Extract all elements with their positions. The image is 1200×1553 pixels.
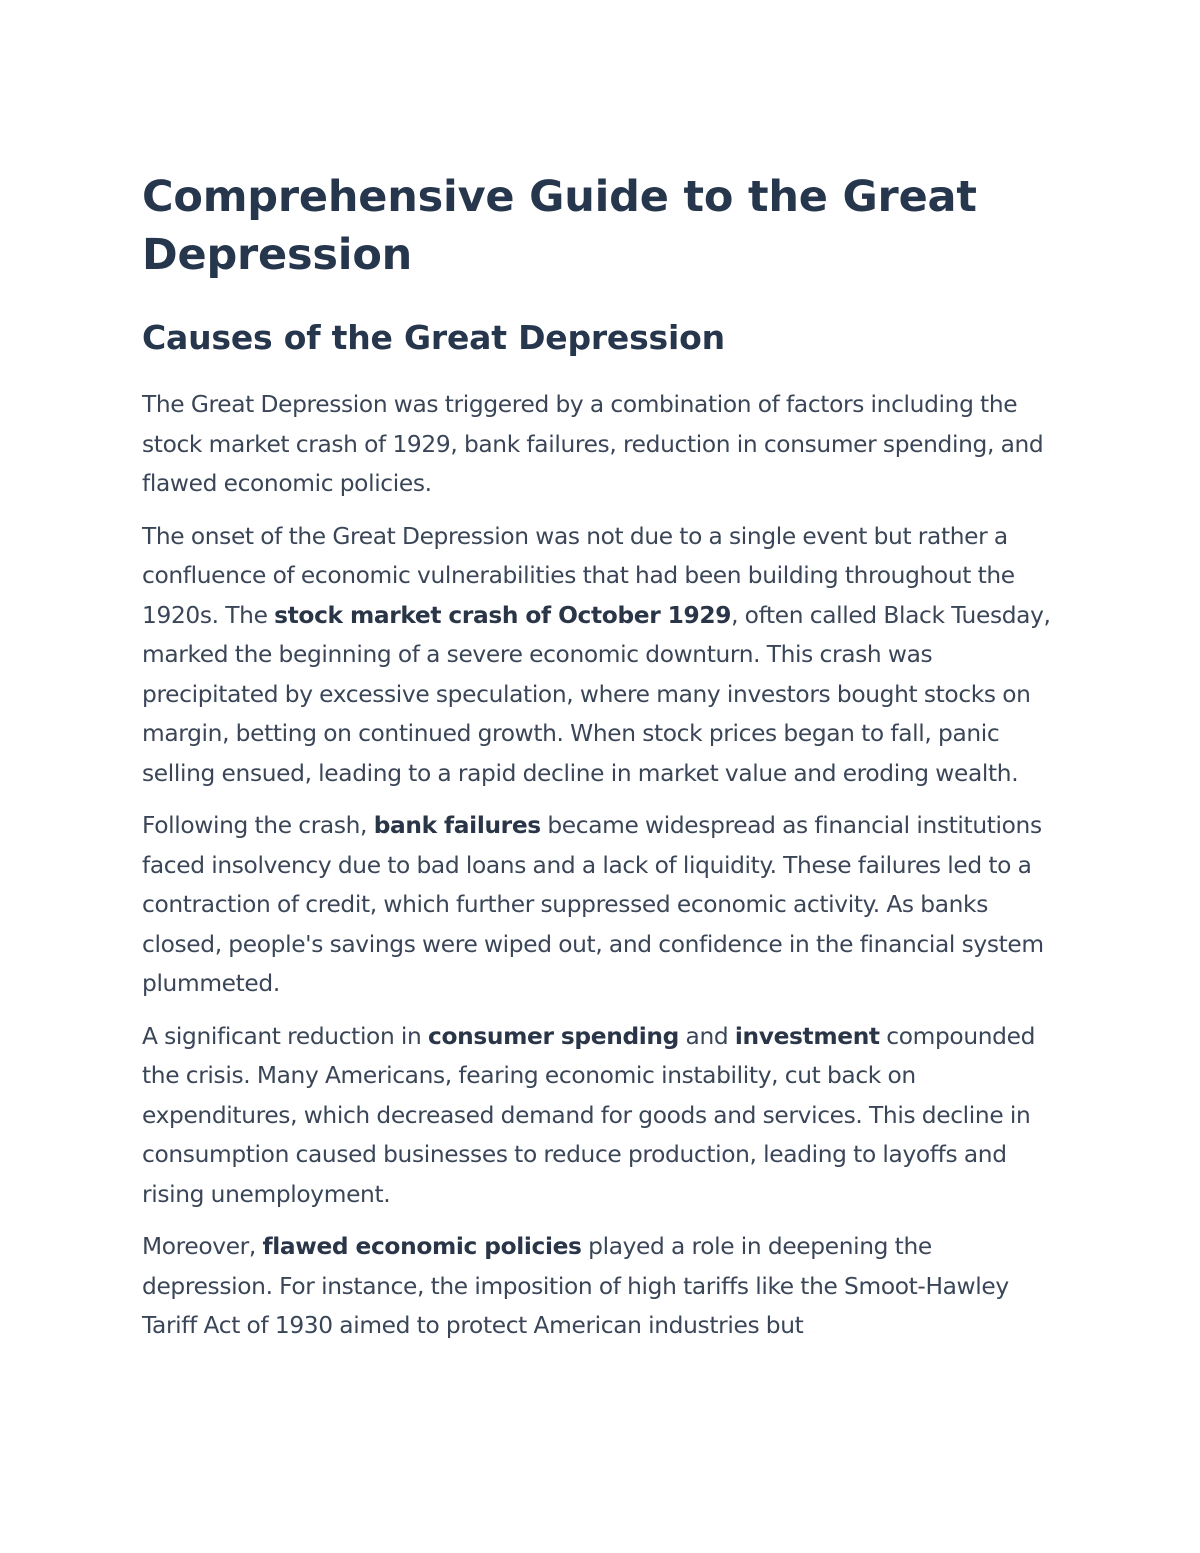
bold-term: stock market crash of October 1929 — [274, 601, 732, 629]
paragraph-text: played a role in deepening the depression. For instance, the imposition of high tariffs like the Smoot-Hawley Tariff Act of 1930 aimed to protect American industries but — [142, 1233, 1009, 1339]
paragraph-text: The Great Depression was triggered by a combination of factors including the stock market crash of 1929, bank failures, reduction in consumer spending, and flawed economic policies. — [142, 391, 1044, 497]
paragraph-text: The onset of the Great Depression was not due to a single event but rather a confluence of economic vulnerabilities that had been building throughout the 1920s. The — [142, 522, 1015, 629]
paragraph-consumer-spending — [142, 1017, 1062, 1215]
paragraph-text: compounded the crisis. Many Americans, fearing economic instability, cut back on expenditures, which decreased demand for goods and services. This decline in consumption caused businesses to reduce production, leading to layoffs and rising unemployment. — [142, 1022, 1036, 1208]
paragraph-text: Moreover, — [142, 1233, 263, 1260]
bold-term: consumer spending — [428, 1022, 679, 1050]
paragraph-text: became widespread as financial institutions faced insolvency due to bad loans and a lack of liquidity. These failures led to a contraction of credit, which further suppressed economic activity. As banks closed, people's savings were wiped out, and confidence in the financial system plummeted. — [142, 812, 1044, 997]
paragraph-bank-failures — [142, 806, 1062, 1004]
section-heading: Causes of the Great Depression — [142, 318, 725, 357]
paragraph-stock-market-crash — [142, 517, 1062, 794]
paragraph-summary — [142, 385, 1062, 504]
paragraph-text: , often called Black Tuesday, marked the beginning of a severe economic downturn. This crash was precipitated by excessive speculation, where many investors bought stocks on margin, betting on continued growth. When stock prices began to fall, panic selling ensued, leading to a rapid decline in market value and eroding wealth. — [142, 601, 1051, 787]
document-title: Comprehensive Guide to the Great Depression — [142, 172, 977, 280]
document-page — [142, 168, 1062, 1346]
paragraph-economic-policies — [142, 1227, 1062, 1346]
paragraph-text: Following the crash, — [142, 812, 374, 839]
paragraph-text: A significant reduction in — [142, 1022, 429, 1050]
paragraph-text: and — [678, 1022, 735, 1050]
bold-term: flawed economic policies — [262, 1233, 582, 1260]
bold-term: investment — [734, 1022, 880, 1050]
bold-term: bank failures — [373, 812, 541, 839]
